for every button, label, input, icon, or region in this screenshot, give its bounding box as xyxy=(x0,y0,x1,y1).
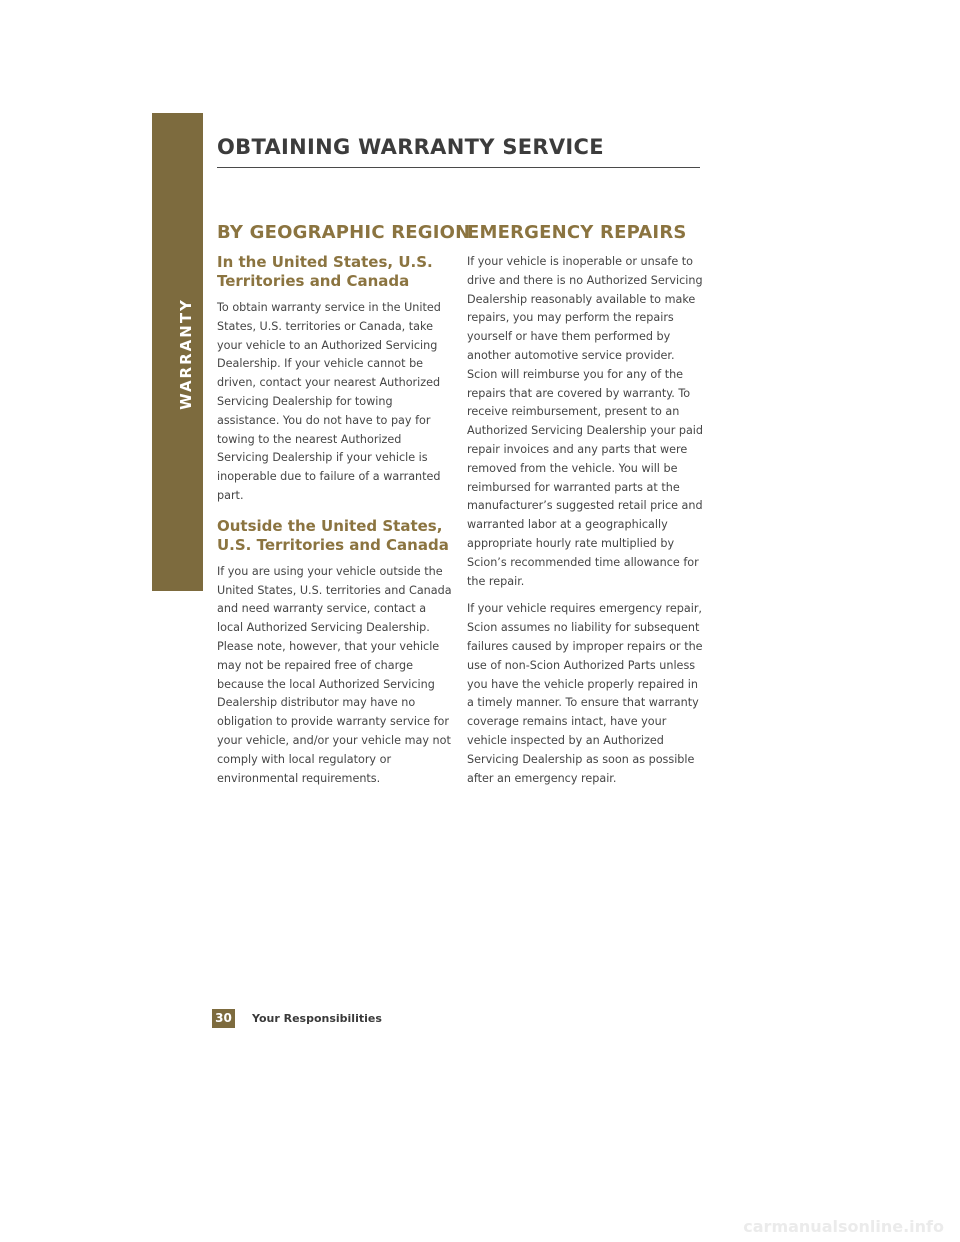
geographic-region-heading: BY GEOGRAPHIC REGION xyxy=(217,222,471,243)
title-divider xyxy=(217,167,700,168)
emergency-repairs-paragraph-1: If your vehicle is inoperable or unsafe to drive and there is no Authorized Servicing Dealership reasonably available to make repairs, you may perform the repairs yourself or have them performed by another automotive service provider. Scion will reimburse you for any of the repairs that are covered by warranty. To receive reimbursement, present to an Authorized Servicing Dealership your paid repair invoices and any parts that were removed from the vehicle. You will be reimbursed for warranted parts at the manufacturer’s suggested retail price and warranted labor at a geographically appropriate hourly rate multiplied by Scion’s recommended time allowance for the repair. xyxy=(467,255,704,588)
page-number: 30 xyxy=(212,1009,235,1028)
right-column xyxy=(467,222,703,797)
left-column xyxy=(217,222,471,799)
page-title: OBTAINING WARRANTY SERVICE xyxy=(217,135,604,159)
us-territories-canada-paragraph: To obtain warranty service in the United States, U.S. territories or Canada, take your vehicle to an Authorized Servicing Dealership. If your vehicle cannot be driven, contact your nearest Authorized Servicing Dealership for towing assistance. You do not have to pay for towing to the nearest Authorized Servicing Dealership if your vehicle is inoperable due to failure of a warranted part. xyxy=(217,301,441,502)
us-territories-canada-subheading: In the United States, U.S. Territories and Canada xyxy=(217,253,433,290)
watermark: carmanualsonline.info xyxy=(743,1217,944,1236)
side-tab-label: WARRANTY xyxy=(177,298,195,410)
outside-us-paragraph: If you are using your vehicle outside the United States, U.S. territories and Canada and need warranty service, contact a local Authorized Servicing Dealership. Please note, however, that your vehicle may not be repaired free of charge because the local Authorized Servicing Dealership distributor may have no obligation to provide warranty service for your vehicle, and/or your vehicle may not comply with local regulatory or environmental requirements. xyxy=(217,564,452,785)
footer-section-label: Your Responsibilities xyxy=(252,1012,382,1025)
emergency-repairs-heading: EMERGENCY REPAIRS xyxy=(467,222,687,243)
outside-us-subheading: Outside the United States, U.S. Territories and Canada xyxy=(217,516,449,554)
emergency-repairs-paragraph-2: If your vehicle requires emergency repair, Scion assumes no liability for subsequent failures caused by improper repairs or the use of non-Scion Authorized Parts unless you have the vehicle properly repaired in a timely manner. To ensure that warranty coverage remains intact, have your vehicle inspected by an Authorized Servicing Dealership as soon as possible after an emergency repair. xyxy=(467,602,703,785)
